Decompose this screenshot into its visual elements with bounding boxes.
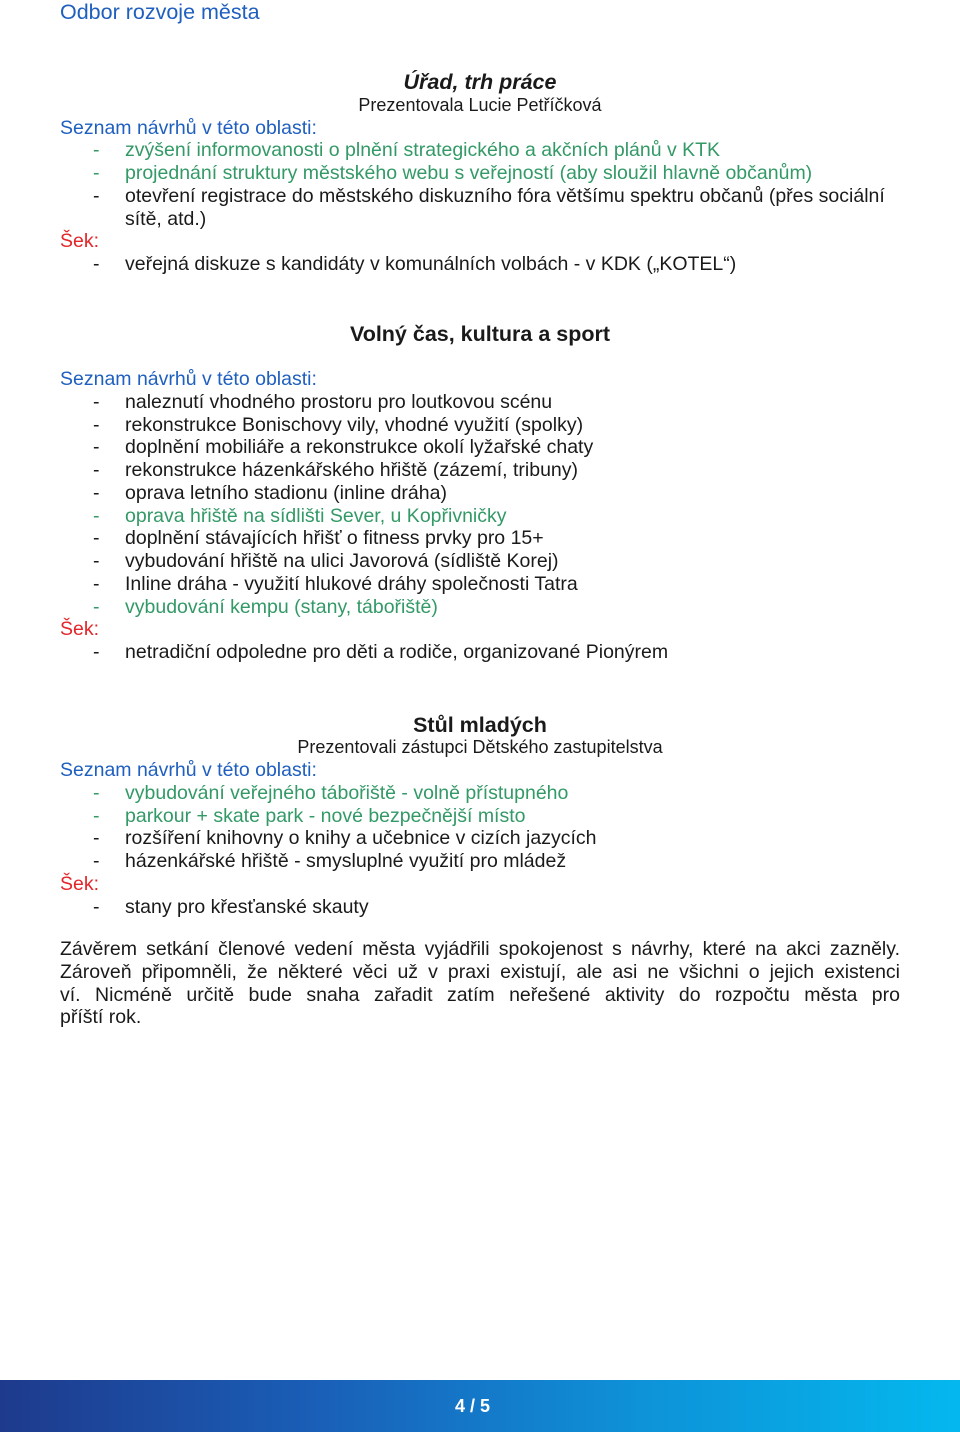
- proposals-label: Seznam návrhů v této oblasti:: [60, 368, 317, 390]
- section-title: Úřad, trh práce: [403, 70, 557, 94]
- proposal-item: [60, 459, 905, 482]
- proposal-item: [60, 550, 905, 573]
- department-name: Odbor rozvoje města: [60, 0, 260, 24]
- list-marker: -: [93, 595, 100, 618]
- section-urad-trh-prace: [60, 71, 900, 276]
- list-marker: -: [93, 895, 100, 918]
- proposal-item: [60, 805, 905, 828]
- proposal-item: [60, 414, 905, 437]
- sek-text: netradiční odpoledne pro děti a rodiče, organizované Pionýrem: [125, 641, 669, 663]
- conclusion-paragraph: [60, 938, 900, 1029]
- proposal-text: doplnění mobiliáře a rekonstrukce okolí lyžařské chaty: [125, 436, 594, 459]
- proposal-text: vybudování veřejného tábořiště - volně přístupného: [125, 781, 569, 804]
- sek-item: [60, 641, 905, 664]
- section-presenter: Prezentovali zástupci Dětského zastupitelstva: [297, 737, 663, 758]
- section-volny-cas-kultura-sport: [60, 323, 900, 664]
- footer-bar: [0, 1380, 960, 1432]
- proposals-list: [60, 139, 900, 230]
- proposal-text: projednání struktury městského webu s veřejností (aby sloužil hlavně občanům): [125, 162, 813, 184]
- list-marker: -: [93, 781, 100, 804]
- list-marker: -: [93, 481, 100, 504]
- list-marker: -: [93, 459, 100, 481]
- proposal-item: [60, 162, 905, 185]
- list-marker: -: [93, 850, 100, 872]
- proposal-text: vybudování kempu (stany, tábořiště): [125, 595, 438, 618]
- list-marker: -: [93, 436, 100, 459]
- list-marker: -: [93, 413, 100, 436]
- conclusion-line: Závěrem setkání členové vedení města vyjádřili spokojenost s návrhy, které na akci zazněly.: [60, 938, 900, 960]
- proposal-item: [60, 185, 905, 231]
- list-marker: -: [93, 504, 100, 527]
- proposals-label: Seznam návrhů v této oblasti:: [60, 116, 317, 139]
- proposal-text: házenkářské hřiště - smysluplné využití pro mládež: [125, 850, 567, 872]
- proposal-text: zvýšení informovanosti o plnění strategického a akčních plánů v KTK: [125, 139, 721, 162]
- proposal-item: [60, 827, 905, 850]
- proposal-item: [60, 782, 905, 805]
- sek-label: Šek:: [60, 618, 100, 641]
- proposals-label: Seznam návrhů v této oblasti:: [60, 759, 317, 781]
- list-marker: -: [93, 827, 100, 850]
- list-marker: -: [93, 184, 100, 207]
- proposal-item: [60, 573, 905, 596]
- conclusion-line: ví. Nicméně určitě bude snaha zařadit zatím neřešené aktivity do rozpočtu města pro: [60, 983, 900, 1006]
- proposal-text: rozšíření knihovny o knihy a učebnice v cizích jazycích: [125, 827, 597, 850]
- proposal-item: [60, 391, 905, 414]
- list-marker: -: [93, 527, 100, 550]
- sek-item: [60, 896, 905, 919]
- section-presenter: Prezentovala Lucie Petříčková: [358, 94, 602, 115]
- proposal-item: [60, 596, 905, 619]
- proposal-text: naleznutí vhodného prostoru pro loutkovou scénu: [125, 390, 553, 413]
- list-marker: -: [93, 162, 100, 184]
- list-marker: -: [93, 804, 100, 827]
- proposals-list: [60, 782, 900, 873]
- sek-label: Šek:: [60, 872, 100, 895]
- conclusion-line: Zároveň připomněli, že některé věci už v praxi existují, ale asi ne všichni o jejich existenci: [60, 960, 900, 983]
- list-marker: -: [93, 390, 100, 413]
- list-marker: -: [93, 641, 100, 663]
- proposal-text: oprava hřiště na sídlišti Sever, u Kopřivničky: [125, 504, 507, 527]
- proposal-text: Inline dráha - využití hlukové dráhy společnosti Tatra: [125, 572, 578, 595]
- sek-list: [60, 253, 900, 276]
- section-title: Volný čas, kultura a sport: [349, 321, 611, 346]
- proposal-item: [60, 436, 905, 459]
- proposal-text: vybudování hřiště na ulici Javorová (sídliště Korej): [125, 550, 559, 572]
- proposal-text: oprava letního stadionu (inline dráha): [125, 481, 447, 504]
- proposals-list: [60, 391, 900, 619]
- proposal-item: [60, 505, 905, 528]
- list-marker: -: [93, 572, 100, 595]
- list-marker: -: [93, 550, 100, 572]
- proposal-text: rekonstrukce Bonischovy vily, vhodné využití (spolky): [125, 413, 584, 436]
- proposal-text: parkour + skate park - nové bezpečnější místo: [125, 804, 526, 827]
- sek-label: Šek:: [60, 230, 100, 253]
- proposal-item: [60, 527, 905, 550]
- proposal-item: [60, 139, 905, 162]
- sek-list: [60, 641, 900, 664]
- sek-text: veřejná diskuze s kandidáty v komunálních volbách - v KDK („KOTEL“): [125, 253, 737, 275]
- section-title: Stůl mladých: [413, 712, 547, 737]
- proposal-text: doplnění stávajících hřišť o fitness prvky pro 15+: [125, 527, 544, 550]
- conclusion-line: příští rok.: [60, 1006, 142, 1029]
- proposal-item: [60, 482, 905, 505]
- list-marker: -: [93, 139, 100, 162]
- proposal-text: otevření registrace do městského diskuzního fóra většímu spektru občanů (přes sociální sítě, atd.): [125, 184, 885, 230]
- page-number: 4 / 5: [454, 1396, 491, 1416]
- proposal-text: rekonstrukce házenkářského hřiště (zázemí, tribuny): [125, 459, 579, 481]
- sek-list: [60, 896, 900, 919]
- section-stul-mladych: [60, 714, 900, 919]
- sek-text: stany pro křesťanské skauty: [125, 895, 369, 918]
- sek-item: [60, 253, 905, 276]
- list-marker: -: [93, 253, 100, 275]
- proposal-item: [60, 850, 905, 873]
